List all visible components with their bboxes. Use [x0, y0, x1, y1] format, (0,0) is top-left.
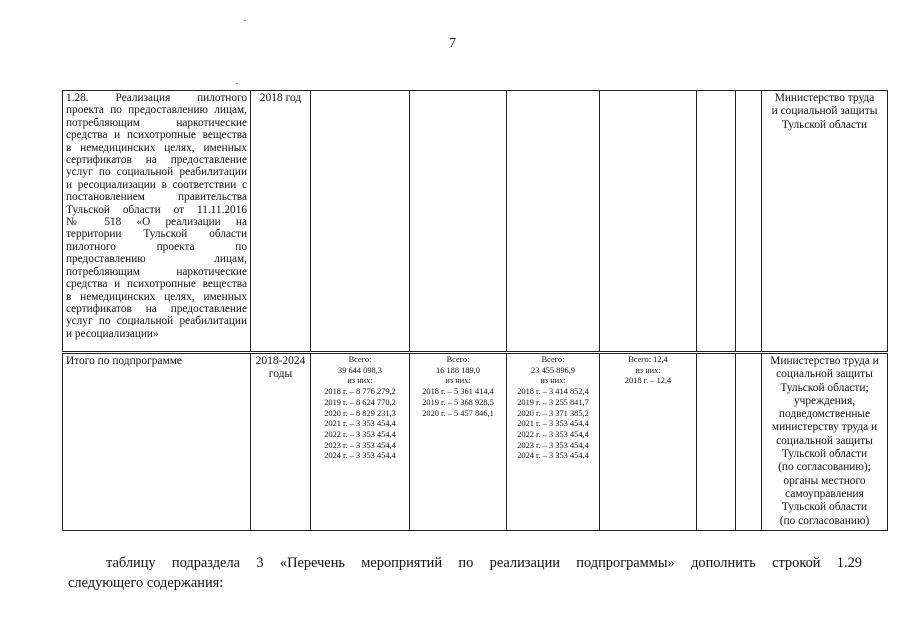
page-number: 7 [449, 36, 456, 51]
empty-cell [410, 91, 507, 353]
name-line: предоставлению лицам, [66, 253, 247, 266]
financing-line: из них: [635, 365, 661, 375]
name-line: № 518 «О реализации на [66, 216, 247, 229]
financing-line: 2019 г. – 5 368 928,5 [422, 397, 494, 407]
responsible-line: подведомственные [778, 408, 871, 421]
responsible-line: (по согласованию) [779, 514, 870, 527]
empty-cell [697, 91, 736, 353]
period-cell: 2018 год [251, 91, 311, 353]
financing-line: 2021 г. – 3 353 454,4 [517, 419, 589, 429]
financing-line: 2024 г. – 3 353 454,4 [517, 451, 589, 461]
responsible-line: самоуправления [785, 487, 864, 500]
financing-line: 39 644 098,3 [338, 365, 382, 375]
financing-line: из них: [347, 376, 373, 386]
empty-cell [736, 353, 762, 531]
responsible-line: (по согласованию); [778, 461, 871, 474]
responsible-line: Тульской области [781, 448, 868, 461]
financing-total-cell [311, 353, 410, 531]
financing-line: 2020 г. – 8 829 231,3 [324, 408, 396, 418]
financing-line: 2022 г. – 3 353 454,4 [324, 429, 396, 439]
responsible-line: Тульской области [781, 118, 868, 131]
name-line: потребляющим наркотические [66, 265, 247, 278]
name-line: в немедицинских целях, именных [66, 290, 247, 303]
financing-line: 2020 г. – 5 457 846,1 [422, 408, 494, 418]
financing-line: 2024 г. – 3 353 454,4 [324, 451, 396, 461]
financing-line: 16 188 189,0 [436, 365, 480, 375]
financing-line: 2021 г. – 3 353 454,4 [324, 419, 396, 429]
financing-line: из них: [445, 376, 471, 386]
name-line: потребляющим наркотические [66, 116, 247, 129]
financing-line: 2018 г. – 3 414 852,4 [517, 387, 589, 397]
responsible-line: Министерство труда [774, 92, 875, 104]
period-line: 2018-2024 [255, 355, 306, 367]
total-label-cell: Итого по подпрограмме [63, 353, 251, 531]
financing-line: Всего: [541, 355, 565, 364]
responsible-line: Тульской области; [780, 381, 869, 394]
period-cell [251, 353, 311, 531]
period-line: годы [268, 368, 293, 380]
financing-line: 23 455 896,9 [531, 365, 575, 375]
name-line: сертификатов на предоставление [66, 154, 247, 167]
financing-source-cell [600, 353, 697, 531]
financing-line: 2023 г. – 3 353 454,4 [517, 440, 589, 450]
financing-line: 2020 г. – 3 371 385,2 [517, 408, 589, 418]
financing-line: 2022 г. – 3 353 454,4 [517, 429, 589, 439]
name-line: сертификатов на предоставление [66, 302, 247, 315]
financing-line: Всего: [446, 355, 470, 364]
scan-speck [244, 20, 246, 21]
name-line: постановлением правительства [66, 191, 247, 204]
financing-line: из них: [540, 376, 566, 386]
financing-line: 2019 г. – 3 255 841,7 [517, 397, 589, 407]
name-line: услуг по социальной реабилитации [66, 166, 247, 179]
empty-cell [507, 91, 600, 353]
financing-source-cell [507, 353, 600, 531]
paragraph-line: таблицу подраздела 3 «Перечень мероприятий по реализации подпрограммы» дополнить строкой 1.29 [106, 555, 862, 571]
financing-line: 2018 г. – 12,4 [624, 376, 672, 386]
name-line: 1.28. Реализация пилотного [66, 92, 247, 104]
financing-line: Всего: [348, 355, 372, 364]
responsible-line: социальной защиты [776, 434, 873, 447]
financing-line: 2023 г. – 3 353 454,4 [324, 440, 396, 450]
responsible-line: и социальной защиты [771, 105, 878, 118]
name-line: пилотного проекта по [66, 240, 247, 253]
program-table [62, 90, 888, 531]
responsible-line: учреждения, [793, 394, 856, 407]
table-row [63, 91, 888, 353]
body-paragraph [68, 553, 862, 593]
responsible-line: социальной защиты [776, 368, 873, 381]
name-line: и ресоциализации» [66, 327, 159, 340]
empty-cell [736, 91, 762, 353]
name-line: территории Тульской области [66, 228, 247, 241]
responsible-line: Министерство труда и [770, 355, 879, 367]
name-line: Тульской области от 11.11.2016 [66, 203, 247, 216]
financing-line: Всего: 12,4 [628, 355, 668, 364]
financing-line: 2019 г. – 8 624 770,2 [324, 397, 396, 407]
responsible-cell [762, 91, 888, 353]
responsible-cell [762, 353, 888, 531]
paragraph-line: следующего содержания: [68, 575, 224, 591]
responsible-line: органы местного [783, 474, 866, 487]
empty-cell [600, 91, 697, 353]
financing-line: 2018 г. – 5 361 414,4 [422, 387, 494, 397]
activity-name-cell [63, 91, 251, 353]
responsible-line: министерству труда и [771, 421, 878, 434]
table-row [63, 353, 888, 531]
financing-source-cell [410, 353, 507, 531]
name-line: услуг по социальной реабилитации [66, 315, 247, 328]
financing-line: 2018 г. – 8 776 279,2 [324, 387, 396, 397]
name-line: средства и психотропные вещества [66, 278, 247, 291]
empty-cell [697, 353, 736, 531]
name-line: в немедицинских целях, именных [66, 141, 247, 154]
responsible-line: Тульской области [781, 501, 868, 514]
name-line: средства и психотропные вещества [66, 129, 247, 142]
empty-cell [311, 91, 410, 353]
scan-speck [236, 83, 238, 84]
name-line: проекта по предоставлению лицам, [66, 104, 247, 117]
name-line: и ресоциализации в соответствии с [66, 178, 247, 191]
